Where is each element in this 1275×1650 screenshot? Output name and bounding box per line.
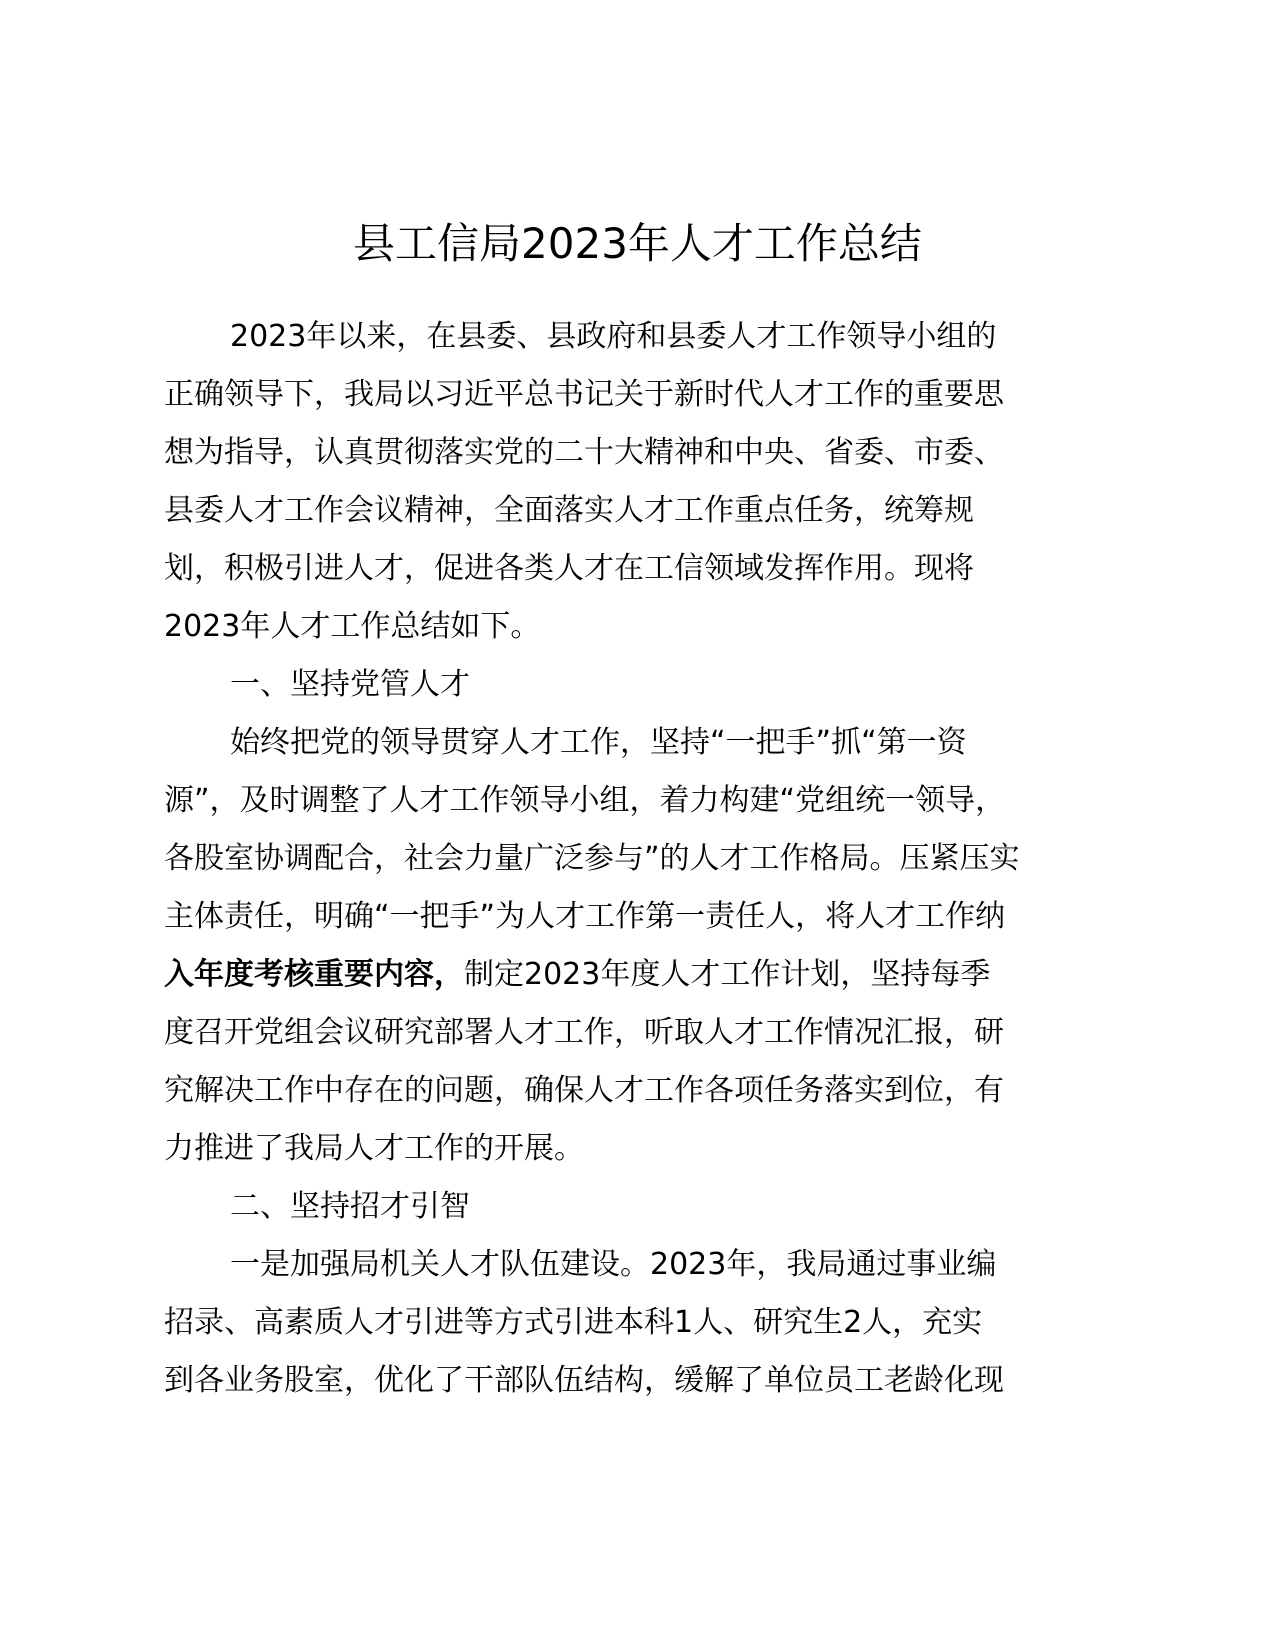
line-remainder: 制定2023年度人才工作计划，坚持每季 (464, 957, 991, 992)
section-heading: 一、坚持党管人才 (230, 667, 470, 702)
paragraph-line: 度召开党组会议研究部署人才工作，听取人才工作情况汇报，研 (164, 1015, 1004, 1050)
document-body (164, 308, 1124, 1410)
paragraph-line: 2023年以来，在县委、县政府和县委人才工作领导小组的 (230, 319, 997, 354)
paragraph-line: 到各业务股室，优化了干部队伍结构，缓解了单位员工老龄化现 (164, 1363, 1004, 1398)
paragraph-line (164, 946, 1124, 1004)
paragraph-line: 力推进了我局人才工作的开展。 (164, 1131, 584, 1166)
paragraph-line: 源”，及时调整了人才工作领导小组，着力构建“党组统一领导， (164, 783, 1006, 818)
paragraph-line: 想为指导，认真贯彻落实党的二十大精神和中央、省委、市委、 (164, 435, 1004, 470)
paragraph-line: 一是加强局机关人才队伍建设。2023年，我局通过事业编 (230, 1247, 997, 1282)
paragraph-line: 县委人才工作会议精神，全面落实人才工作重点任务，统筹规 (164, 493, 974, 528)
paragraph-line: 划，积极引进人才，促进各类人才在工信领域发挥作用。现将 (164, 551, 974, 586)
paragraph-line: 正确领导下，我局以习近平总书记关于新时代人才工作的重要思 (164, 377, 1004, 412)
paragraph-line: 究解决工作中存在的问题，确保人才工作各项任务落实到位，有 (164, 1073, 1004, 1108)
paragraph-line: 招录、高素质人才引进等方式引进本科1人、研究生2人，充实 (164, 1305, 983, 1340)
section-heading: 二、坚持招才引智 (230, 1189, 470, 1224)
paragraph-line: 2023年人才工作总结如下。 (164, 609, 541, 644)
paragraph-line: 主体责任，明确“一把手”为人才工作第一责任人，将人才工作纳 (164, 899, 1006, 934)
bold-phrase: 入年度考核重要内容， (164, 957, 464, 992)
paragraph-line: 始终把党的领导贯穿人才工作，坚持“一把手”抓“第一资 (230, 725, 967, 760)
paragraph-line: 各股室协调配合，社会力量广泛参与”的人才工作格局。压紧压实 (164, 841, 1020, 876)
document-title: 县工信局2023年人才工作总结 (353, 219, 922, 268)
